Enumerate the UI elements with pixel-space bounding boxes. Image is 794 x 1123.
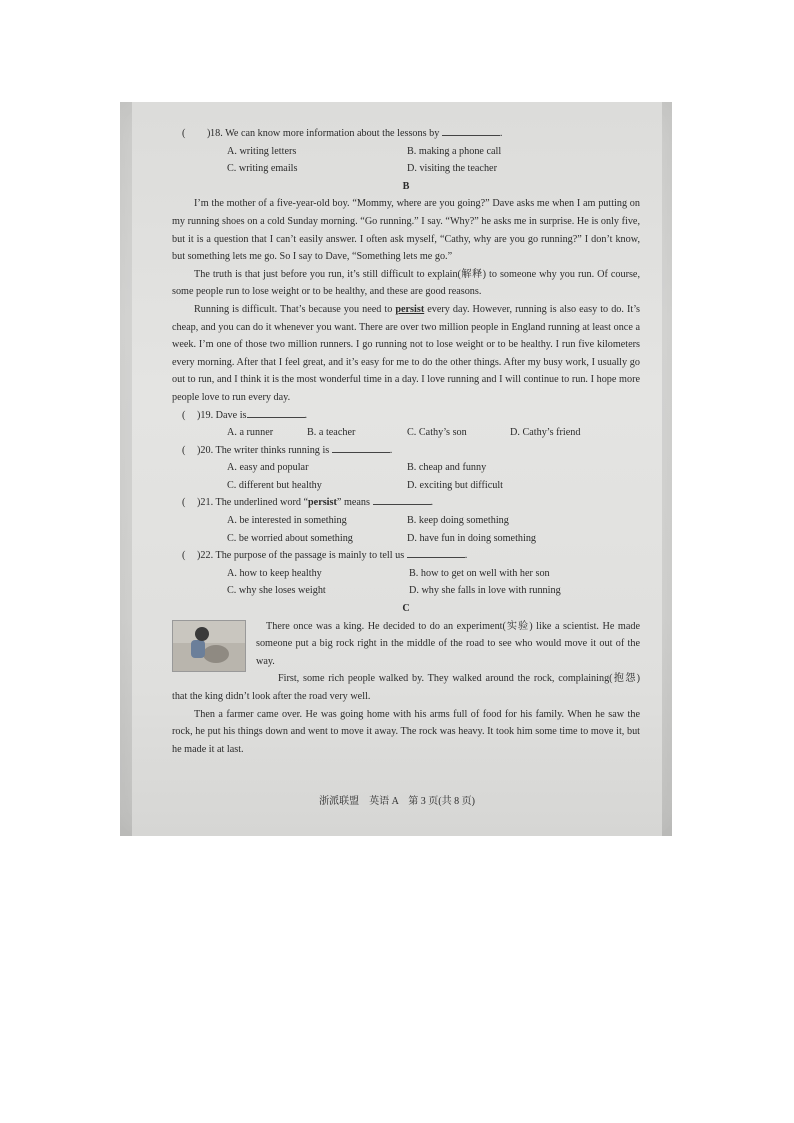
answer-blank bbox=[247, 407, 305, 418]
options-row bbox=[172, 530, 640, 548]
stem-text: )19. Dave is bbox=[197, 409, 247, 421]
section-heading-b: B bbox=[402, 180, 410, 192]
options-row bbox=[172, 143, 640, 161]
page-footer: 浙派联盟 英语 A 第 3 页(共 8 页) bbox=[319, 796, 475, 807]
exam-paper bbox=[132, 102, 662, 836]
option-b: B. how to get on well with her son bbox=[409, 567, 550, 579]
option-a: A. be interested in something bbox=[227, 515, 347, 527]
stem-end: . bbox=[304, 409, 308, 421]
passage-paragraph bbox=[172, 301, 640, 407]
stem-text: ” means bbox=[336, 497, 370, 509]
passage-paragraph: I’m the mother of a five-year-old boy. “Mommy, where are you going?” Dave asks me when I am putting on my running shoes on a cold Sunday morning. “Go running.” I say. “Why?” he asks me in surprise. He is only five, but it is a question that I can’t easily answer. I often ask myself, “Cathy, why are you go running?” I don’t know, but something lets me go. So I say to Dave, “Something lets me go.” bbox=[172, 198, 640, 263]
option-b: B. keep doing something bbox=[407, 515, 509, 527]
answer-paren-right: ) bbox=[207, 128, 211, 139]
option-c: C. Cathy’s son bbox=[407, 427, 467, 439]
options-row bbox=[172, 160, 640, 178]
answer-paren-left: ( bbox=[182, 128, 186, 139]
illustration-sky bbox=[173, 621, 245, 643]
answer-paren-left: ( bbox=[182, 497, 186, 509]
option-c: C. why she loses weight bbox=[227, 585, 326, 597]
option-a: A. a runner bbox=[227, 427, 274, 439]
option-a: A. how to keep healthy bbox=[227, 567, 322, 579]
photo-background bbox=[120, 102, 672, 836]
rock-illustration bbox=[203, 645, 229, 663]
answer-paren-left: ( bbox=[182, 409, 186, 421]
passage-paragraph: Then a farmer came over. He was going home with his arms full of food for his family. When he saw the rock, he put his things down and went to move it away. The rock was heavy. It took him some time to move it, but he made it at last. bbox=[172, 708, 640, 755]
stem-text: 18. We can know more information about the lessons by bbox=[210, 128, 440, 139]
question-stem bbox=[210, 125, 502, 143]
stem-end: . bbox=[389, 444, 393, 456]
options-row bbox=[172, 459, 640, 477]
answer-blank bbox=[407, 547, 465, 558]
option-d: D. why she falls in love with running bbox=[409, 585, 561, 597]
option-a: A. writing letters bbox=[227, 145, 297, 157]
option-b: B. making a phone call bbox=[407, 145, 502, 157]
option-d: D. Cathy’s friend bbox=[510, 427, 581, 439]
paragraph-text: Running is difficult. That’s because you need to bbox=[194, 303, 396, 315]
section-heading-c: C bbox=[402, 603, 410, 615]
options-row bbox=[172, 424, 640, 442]
question-19 bbox=[172, 407, 640, 425]
boy-head-illustration bbox=[195, 627, 209, 641]
stem-end: . bbox=[464, 550, 468, 562]
answer-paren-left: ( bbox=[182, 550, 186, 562]
question-20 bbox=[172, 442, 640, 460]
passage-paragraph: There once was a king. He decided to do an experiment(实验) like a scientist. He made someone put a big rock right in the middle of the road to see who would move it out of the way. bbox=[256, 620, 640, 667]
options-row bbox=[172, 477, 640, 495]
answer-paren-left: ( bbox=[182, 444, 186, 456]
stem-end: . bbox=[430, 497, 434, 509]
stem-text: )20. The writer thinks running is bbox=[197, 444, 330, 456]
answer-blank bbox=[442, 125, 500, 136]
underlined-word: persist bbox=[395, 303, 425, 315]
option-d: D. visiting the teacher bbox=[407, 163, 497, 175]
answer-blank bbox=[332, 442, 390, 453]
boy-body-illustration bbox=[191, 640, 205, 658]
stem-text: )21. The underlined word “ bbox=[197, 497, 308, 509]
question-18 bbox=[172, 125, 640, 143]
passage-paragraph: First, some rich people walked by. They walked around the rock, complaining(抱怨) that the king didn’t look after the road very well. bbox=[172, 673, 640, 702]
question-21 bbox=[172, 494, 640, 512]
answer-blank bbox=[373, 494, 431, 505]
paper-content bbox=[172, 125, 640, 758]
stem-text: )22. The purpose of the passage is mainly to tell us bbox=[197, 550, 405, 562]
stem-end: . bbox=[499, 128, 503, 139]
story-illustration bbox=[172, 620, 246, 672]
question-stem bbox=[197, 442, 392, 460]
option-b: B. a teacher bbox=[307, 427, 356, 439]
question-stem bbox=[197, 407, 307, 425]
question-stem bbox=[197, 494, 433, 512]
options-row bbox=[172, 512, 640, 530]
options-row bbox=[172, 565, 640, 583]
option-c: C. be worried about something bbox=[227, 532, 353, 544]
option-d: D. exciting but difficult bbox=[407, 479, 504, 491]
options-row bbox=[172, 582, 640, 600]
option-c: C. writing emails bbox=[227, 163, 298, 175]
paragraph-text: every day. However, running is also easy to do. It’s cheap, and you can do it whenever you want. There are over two million people in England running at least once a week. I’m one of those two million runners. I go running not to lose weight or to be healthy. I run five kilometers every morning. After that I feel great, and it’s easy for me to do the other things. After my busy work, I usually go out to run, and I think it is the most wonderful time in a day. I love running and I will continue to run. I hope more people love to run every day. bbox=[172, 303, 640, 403]
question-stem bbox=[197, 547, 467, 565]
option-a: A. easy and popular bbox=[227, 462, 309, 474]
passage-paragraph: The truth is that just before you run, it’s still difficult to explain(解释) to someone why you run. Of course, some people run to lose weight or to be healthy, and these are good reasons. bbox=[172, 268, 640, 298]
option-c: C. different but healthy bbox=[227, 479, 322, 491]
option-d: D. have fun in doing something bbox=[407, 532, 537, 544]
stem-keyword: persist bbox=[308, 497, 337, 509]
option-b: B. cheap and funny bbox=[407, 462, 487, 474]
question-22 bbox=[172, 547, 640, 565]
